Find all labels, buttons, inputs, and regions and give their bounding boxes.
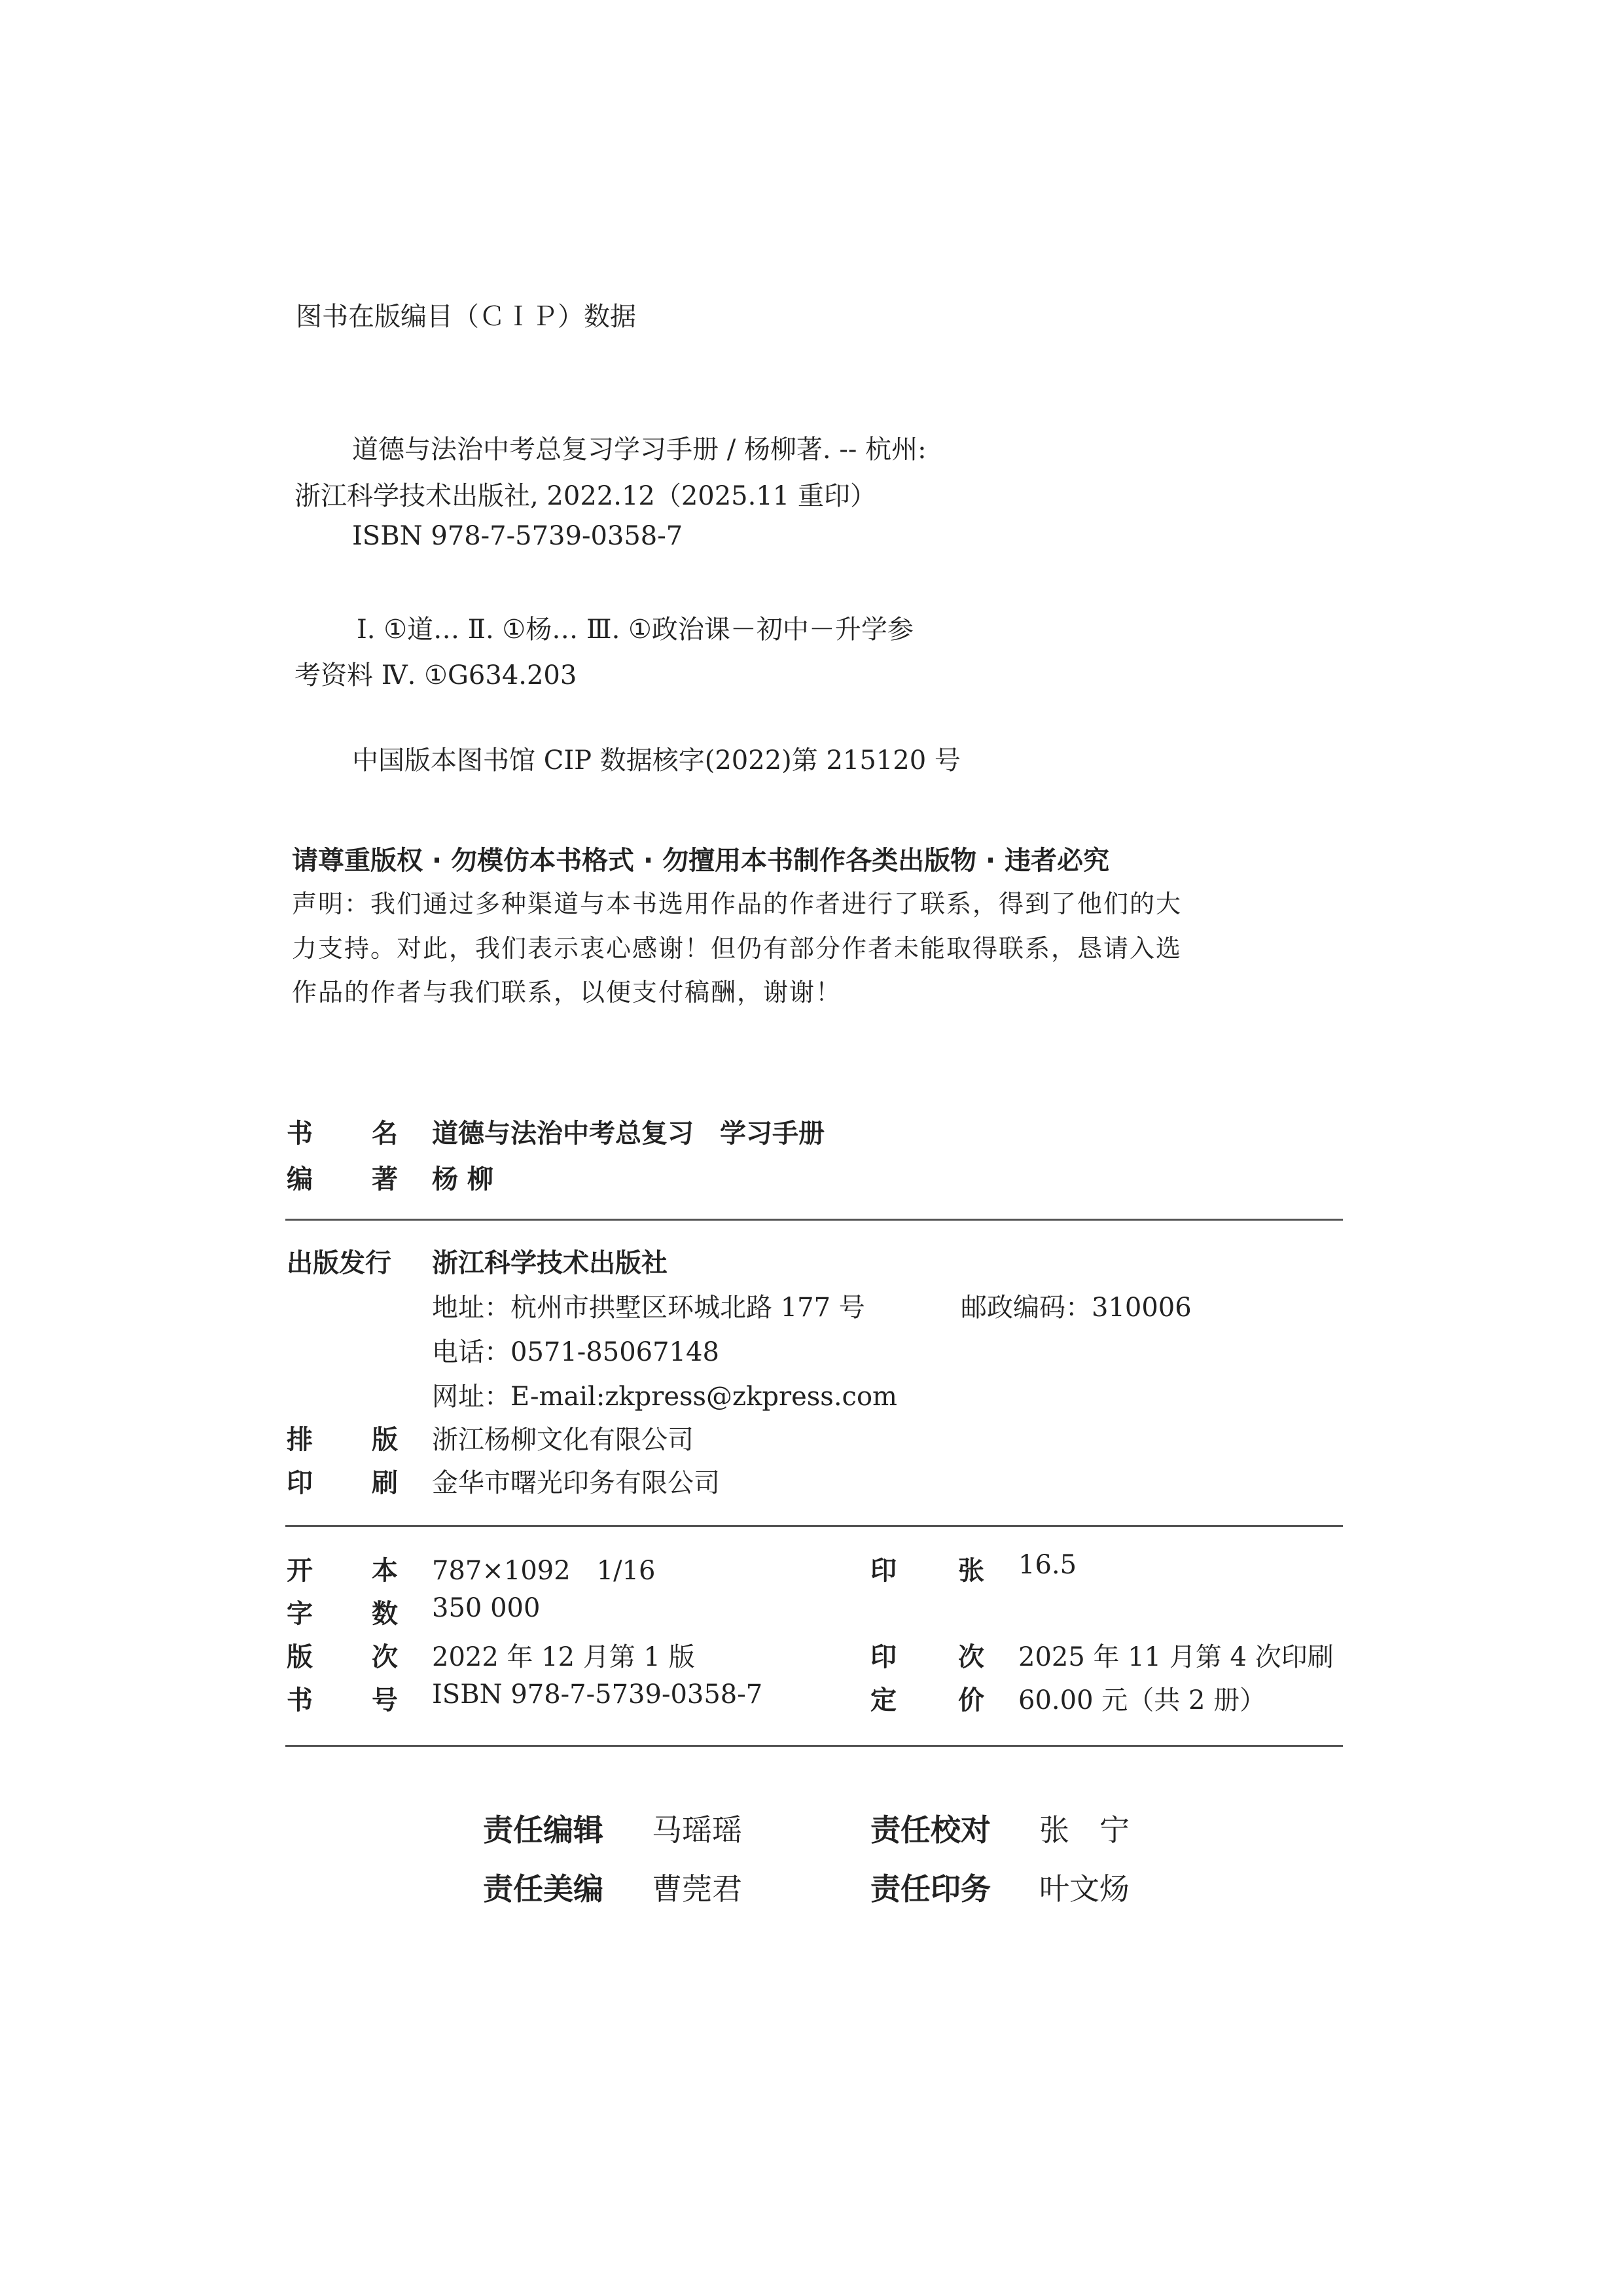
book-name-label-a: 书 xyxy=(287,1119,313,1149)
words-label-a: 字 xyxy=(287,1599,313,1629)
cip-record-number: 中国版本图书馆 CIP 数据核字(2022)第 215120 号 xyxy=(352,745,961,776)
proofreader-label: 责任校对 xyxy=(870,1812,991,1848)
print-value: 金华市曙光印务有限公司 xyxy=(432,1468,720,1498)
printing-manager-label: 责任印务 xyxy=(870,1871,991,1907)
responsible-editor-value: 马瑶瑶 xyxy=(652,1812,742,1848)
print-label-a: 印 xyxy=(287,1468,313,1498)
copyright-headline: 请尊重版权 · 勿模仿本书格式 · 勿擅用本书制作各类出版物 · 违者必究 xyxy=(292,846,1110,876)
notice-line-2: 力支持。对此，我们表示衷心感谢！但仍有部分作者未能取得联系，恳请入选 xyxy=(292,934,1183,963)
publisher-phone: 电话：0571-85067148 xyxy=(432,1337,719,1367)
publisher-postcode: 邮政编码：310006 xyxy=(961,1293,1192,1323)
print-label-b: 刷 xyxy=(372,1468,398,1498)
cip-classification-2: 考资料 Ⅳ. ①G634.203 xyxy=(294,660,577,691)
words-value: 350 000 xyxy=(432,1593,541,1623)
isbn-label-a: 书 xyxy=(287,1685,313,1715)
price-label-b: 价 xyxy=(958,1685,984,1715)
proofreader-value: 张 宁 xyxy=(1039,1812,1130,1848)
impression-value: 2025 年 11 月第 4 次印刷 xyxy=(1018,1642,1334,1672)
sheets-label-a: 印 xyxy=(870,1556,897,1586)
isbn-label-b: 号 xyxy=(372,1685,398,1715)
edition-label-b: 次 xyxy=(372,1642,398,1672)
price-value: 60.00 元（共 2 册） xyxy=(1018,1685,1266,1715)
publisher-web: 网址：E-mail:zkpress@zkpress.com xyxy=(432,1382,897,1412)
cip-classification-1: Ⅰ. ①道… Ⅱ. ①杨… Ⅲ. ①政治课－初中－升学参 xyxy=(357,615,914,645)
divider-1 xyxy=(285,1219,1343,1221)
author-label-a: 编 xyxy=(287,1164,313,1194)
cip-line-2: 浙江科学技术出版社, 2022.12（2025.11 重印） xyxy=(294,481,876,511)
publisher-name: 浙江科学技术出版社 xyxy=(432,1247,668,1278)
format-label-a: 开 xyxy=(287,1556,313,1586)
typeset-label-a: 排 xyxy=(287,1425,313,1455)
edition-label-a: 版 xyxy=(287,1642,313,1672)
format-label-b: 本 xyxy=(372,1556,398,1586)
typeset-value: 浙江杨柳文化有限公司 xyxy=(432,1425,694,1455)
notice-line-3: 作品的作者与我们联系，以便支付稿酬，谢谢！ xyxy=(292,978,842,1007)
art-editor-value: 曹莞君 xyxy=(652,1871,742,1907)
printing-manager-value: 叶文炀 xyxy=(1039,1871,1130,1907)
impression-label-a: 印 xyxy=(870,1642,897,1672)
edition-value: 2022 年 12 月第 1 版 xyxy=(432,1642,695,1672)
cip-title: 图书在版编目（ＣＩＰ）数据 xyxy=(296,302,636,332)
sheets-label-b: 张 xyxy=(958,1556,984,1586)
publish-label: 出版发行 xyxy=(287,1248,391,1278)
responsible-editor-label: 责任编辑 xyxy=(483,1812,603,1848)
cip-line-1: 道德与法治中考总复习学习手册 / 杨柳著. -- 杭州: xyxy=(352,435,927,465)
words-label-b: 数 xyxy=(372,1599,398,1629)
format-value: 787×1092 1/16 xyxy=(432,1556,656,1586)
isbn-value: ISBN 978-7-5739-0358-7 xyxy=(432,1679,763,1710)
author-label-b: 著 xyxy=(372,1164,398,1194)
publisher-address: 地址：杭州市拱墅区环城北路 177 号 xyxy=(432,1293,865,1323)
notice-line-1: 声明：我们通过多种渠道与本书选用作品的作者进行了联系，得到了他们的大 xyxy=(292,889,1183,918)
price-label-a: 定 xyxy=(870,1685,897,1715)
art-editor-label: 责任美编 xyxy=(483,1871,603,1907)
divider-3 xyxy=(285,1745,1343,1747)
book-name-value: 道德与法治中考总复习 学习手册 xyxy=(432,1119,825,1149)
author-value: 杨 柳 xyxy=(432,1164,493,1194)
sheets-value: 16.5 xyxy=(1018,1550,1077,1580)
cip-isbn: ISBN 978-7-5739-0358-7 xyxy=(352,521,683,551)
impression-label-b: 次 xyxy=(958,1642,984,1672)
divider-2 xyxy=(285,1525,1343,1527)
book-name-label-b: 名 xyxy=(372,1119,398,1149)
typeset-label-b: 版 xyxy=(372,1425,398,1455)
